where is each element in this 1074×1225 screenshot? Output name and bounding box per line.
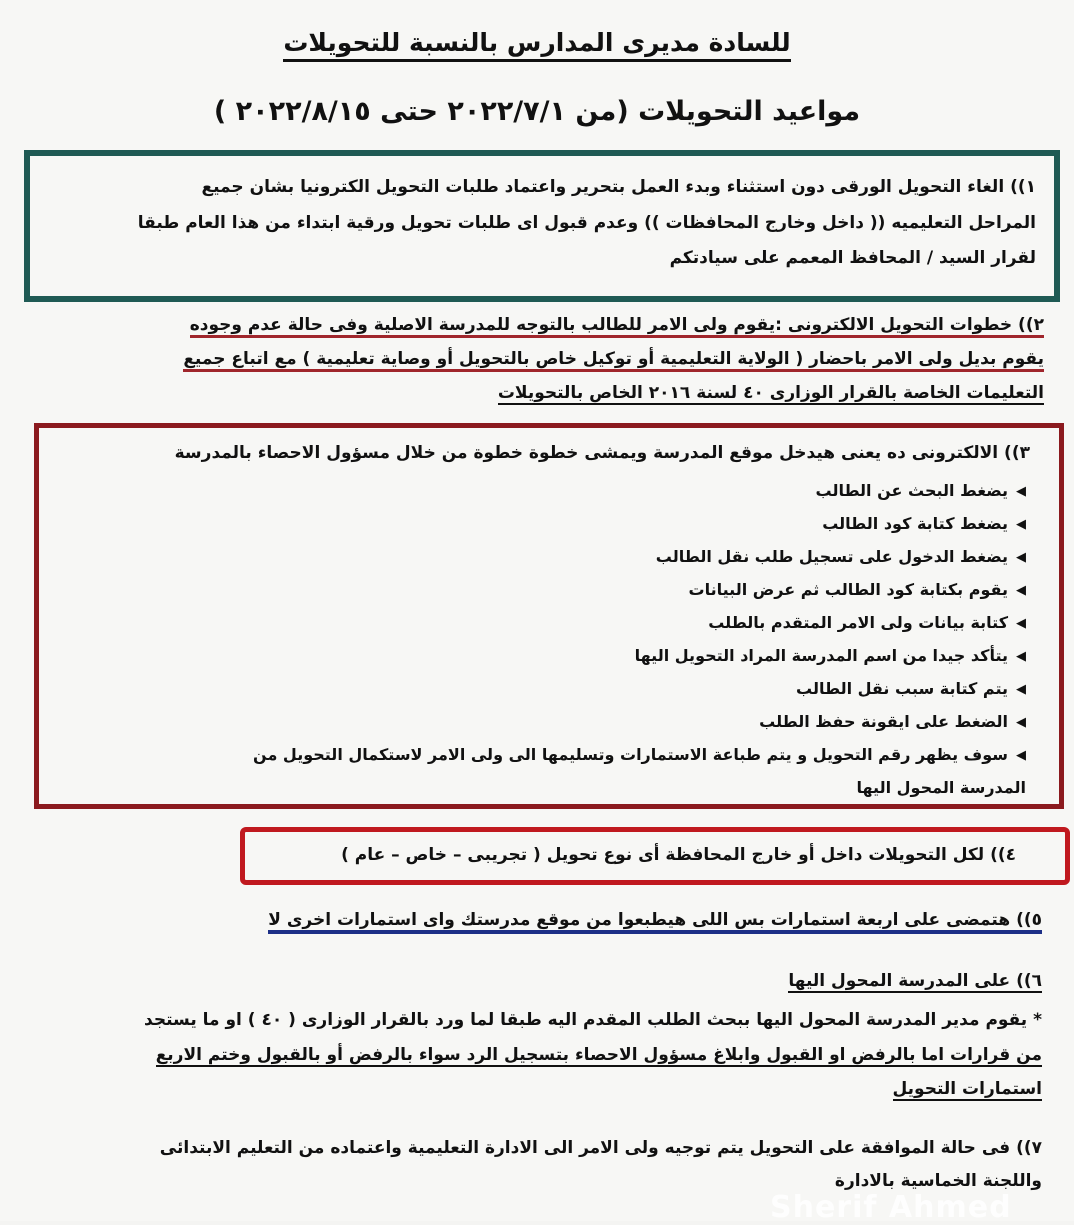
- list-item: ◀يضغط كتابة كود الطالب: [26, 507, 1026, 540]
- section2-line3: التعليمات الخاصة بالقرار الوزارى ٤٠ لسنة ٢٠١٦ الخاص بالتحويلات: [497, 383, 1044, 403]
- list-item: ◀يضغط البحث عن الطالب: [26, 474, 1026, 507]
- section3-intro: ٣)) الالكترونى ده يعنى هيدخل موقع المدرسة ويمشى خطوة خطوة من خلال مسؤول الاحصاء بالمدرسة: [174, 443, 1030, 463]
- document-title: للسادة مديرى المدارس بالنسبة للتحويلات: [0, 28, 1074, 57]
- section2-line1: ٢)) خطوات التحويل الالكترونى :يقوم ولى الامر للطالب بالتوجه للمدرسة الاصلية وفى حالة عدم وجوده: [24, 310, 1044, 340]
- section1-line2: المراحل التعليميه (( داخل وخارج المحافظات )) وعدم قبول اى طلبات تحويل ورقية ابتداء من هذا العام طبقا: [137, 213, 1036, 233]
- list-item: ◀يضغط الدخول على تسجيل طلب نقل الطالب: [26, 540, 1026, 573]
- list-item: ◀يتأكد جيدا من اسم المدرسة المراد التحويل اليها: [26, 639, 1026, 672]
- triangle-left-icon: ◀: [1016, 682, 1026, 697]
- section4-text: ٤)) لكل التحويلات داخل أو خارج المحافظة أى نوع تحويل ( تجريبى – خاص – عام ): [341, 845, 1016, 865]
- list-item: ◀يتم كتابة سبب نقل الطالب: [26, 672, 1026, 705]
- list-item: ◀سوف يظهر رقم التحويل و يتم طباعة الاستمارات وتسليمها الى ولى الامر لاستكمال التحويل من: [26, 738, 1026, 771]
- section7-line1: ٧)) فى حالة الموافقة على التحويل يتم توجيه ولى الامر الى الادارة التعليمية واعتماده من التعليم الابتدائى: [159, 1138, 1042, 1158]
- triangle-left-icon: ◀: [1016, 748, 1026, 763]
- section6-line1: * يقوم مدير المدرسة المحول اليها ببحث الطلب المقدم اليه طبقا لما ورد بالقرار الوزارى ( ٤٠ ) او ما يستجد: [144, 1010, 1042, 1030]
- section1-line1: ١)) الغاء التحويل الورقى دون استثناء وبدء العمل بتحرير واعتماد طلبات التحويل الكترونيا بشان جميع: [201, 177, 1036, 197]
- list-item: ◀يقوم بكتابة كود الطالب ثم عرض البيانات: [26, 573, 1026, 606]
- triangle-left-icon: ◀: [1016, 715, 1026, 730]
- section6-line2: من قرارات اما بالرفض او القبول وابلاغ مسؤول الاحصاء بتسجيل الرد سواء بالرفض أو بالقبول وختم الاربع: [155, 1045, 1042, 1065]
- list-item: ◀كتابة بيانات ولى الامر المتقدم بالطلب: [26, 606, 1026, 639]
- list-item: ◀الضغط على ايقونة حفظ الطلب: [26, 705, 1026, 738]
- triangle-left-icon: ◀: [1016, 583, 1026, 598]
- watermark: Sherif Ahmed: [770, 1190, 1012, 1225]
- triangle-left-icon: ◀: [1016, 517, 1026, 532]
- triangle-left-icon: ◀: [1016, 484, 1026, 499]
- triangle-left-icon: ◀: [1016, 649, 1026, 664]
- triangle-left-icon: ◀: [1016, 550, 1026, 565]
- triangle-left-icon: ◀: [1016, 616, 1026, 631]
- section1-line3: لقرار السيد / المحافظ المعمم على سيادتكم: [669, 248, 1036, 268]
- document-subtitle: مواعيد التحويلات (من ٢٠٢٢/٧/١ حتى ٢٠٢٢/٨/١٥ ): [213, 96, 861, 127]
- section5-text: ٥)) هتمضى على اربعة استمارات بس اللى هيطبعوا من موقع مدرستك واى استمارات اخرى لا: [32, 905, 1042, 935]
- section2-line2: يقوم بديل ولى الامر باحضار ( الولاية التعليمية أو توكيل خاص بالتحويل أو وصاية تعليمية ) مع اتباع جميع: [24, 344, 1044, 374]
- list-item-continuation: المدرسة المحول اليها: [856, 778, 1026, 797]
- section6-line3: استمارات التحويل: [892, 1079, 1042, 1099]
- section3-steps: [26, 474, 1026, 804]
- section6-heading: ٦)) على المدرسة المحول اليها: [788, 971, 1042, 991]
- section7-line2: واللجنة الخماسية بالادارة: [834, 1171, 1042, 1191]
